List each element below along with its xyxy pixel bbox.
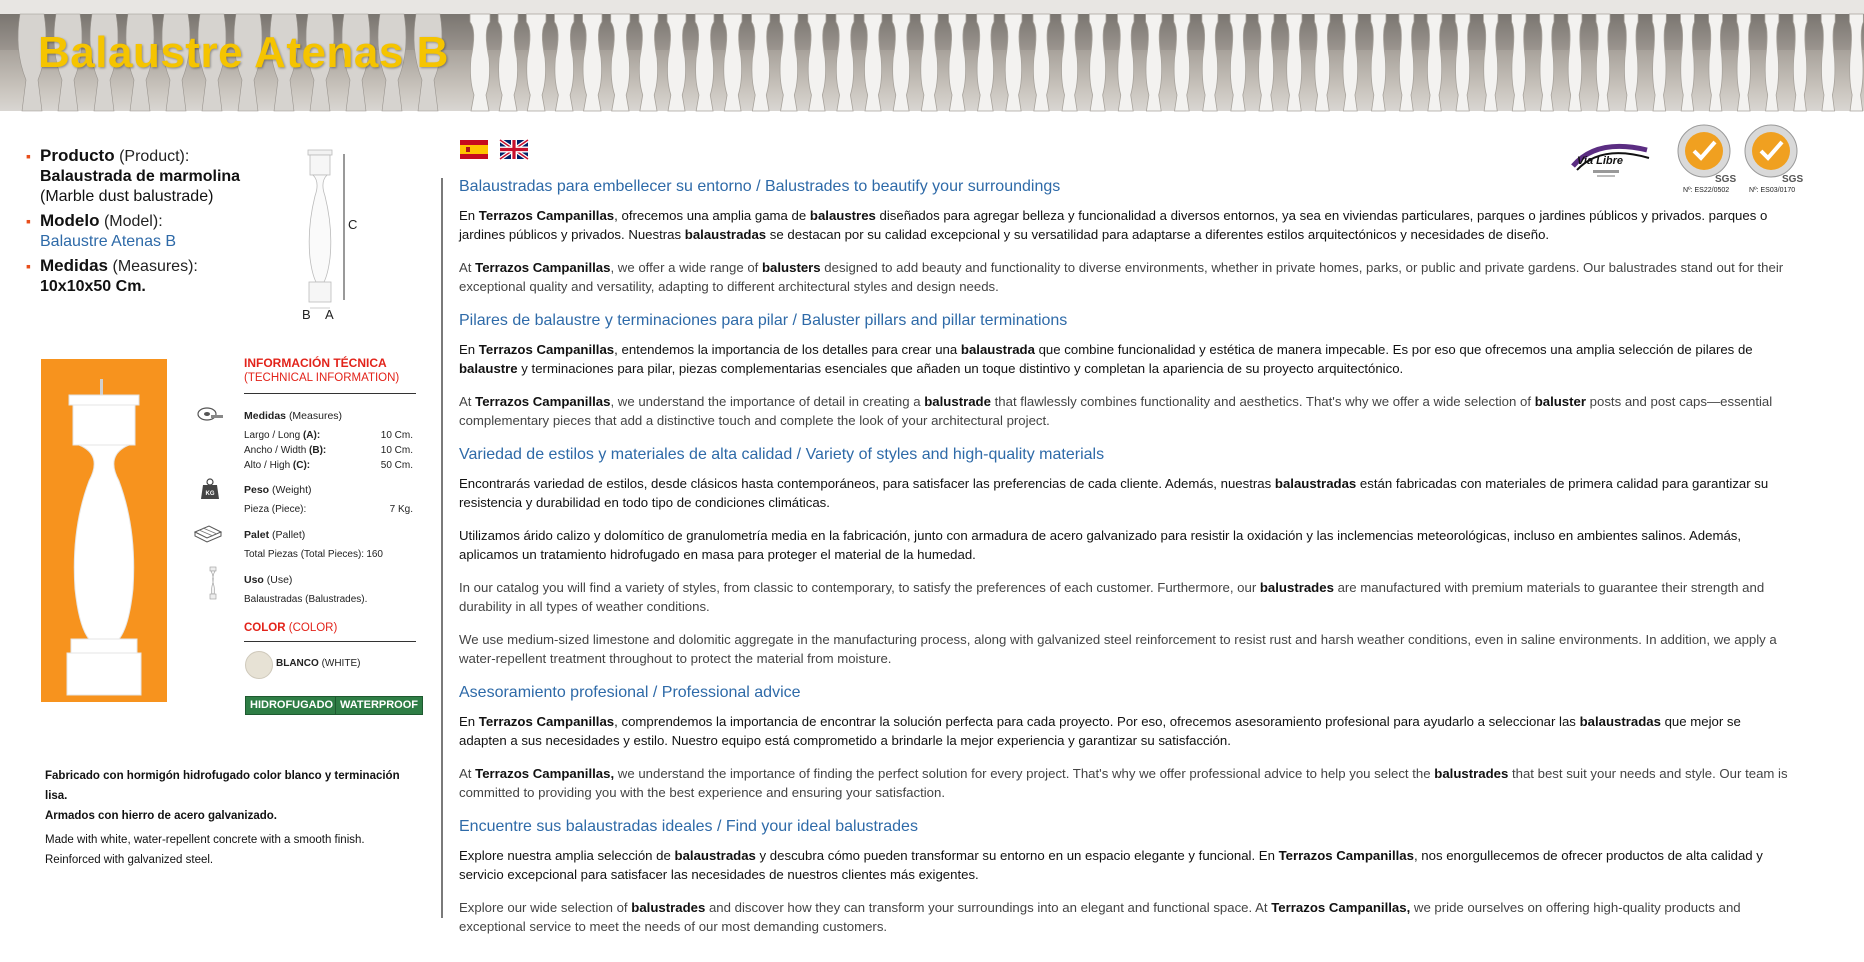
baluster-shape xyxy=(892,14,910,111)
use-row xyxy=(244,574,292,586)
page-title: Balaustre Atenas B xyxy=(38,28,449,77)
uk-flag-icon[interactable] xyxy=(500,140,528,159)
baluster-shape xyxy=(1286,14,1302,111)
baluster-shape xyxy=(1202,14,1218,111)
spec-measures-label-en: (Measures): xyxy=(112,258,198,275)
baluster-shape xyxy=(864,14,882,111)
paragraph-es: Encontrarás variedad de estilos, desde clásicos hasta contemporáneos, para satisfacer las preferencias de cada cliente. Además, nuestras balaustradas están fabricadas con materiales de primera calidad para garantizar su resistencia y durabilidad en todo tipo de condiciones climáticas. xyxy=(459,476,1769,510)
width-label: Ancho / Width xyxy=(244,445,307,456)
baluster-shape xyxy=(1315,14,1331,111)
baluster-shape xyxy=(526,14,546,111)
total-pieces-label: Total Piezas (Total Pieces): xyxy=(244,549,365,560)
paragraph-es: En Terrazos Campanillas, ofrecemos una amplia gama de balaustres diseñados para agregar belleza y funcionalidad a diversos entornos, ya sea en viviendas particulares, parques o jardines públicos y privados. parques o jardines públicos y privados. Nuestras balaustradas se destacan por su calidad excepcional y su versatilidad para adaptarse a diferentes estilos arquitectónicos y necesidades de diseño. xyxy=(459,208,1768,242)
spec-model-value: Balaustre Atenas B xyxy=(40,233,177,250)
paragraph-es: En Terrazos Campanillas, comprendemos la importancia de encontrar la solución perfecta para cada proyecto. Por eso, ofrecemos asesoramiento profesional para ayudarlo a seleccionar las balaustradas que mejor se adapten a sus necesidades y estilo. Nuestro equipo está comprometido a brindarle la mejor experiencia y garantizar su satisfacción. xyxy=(459,714,1741,748)
baluster-shape xyxy=(1680,14,1694,111)
baluster-shape xyxy=(1793,14,1807,111)
baluster-shape xyxy=(1230,14,1246,111)
bullet-icon: ▪ xyxy=(26,258,31,274)
baluster-shape xyxy=(1146,14,1162,111)
baluster-dimension-drawing xyxy=(296,148,360,318)
section-heading: Variedad de estilos y materiales de alta calidad / Variety of styles and high-quality materials xyxy=(459,446,1105,463)
measures-row xyxy=(244,410,342,422)
weight-label-en: (Weight) xyxy=(272,484,312,496)
baluster-shape xyxy=(639,14,658,111)
section-pillars xyxy=(459,310,1789,430)
badge-hidrofugado: HIDROFUGADO xyxy=(245,696,338,715)
section-find xyxy=(459,816,1789,936)
note-es-line1: Fabricado con hormigón hidrofugado color blanco y terminación lisa. xyxy=(45,770,400,802)
spec-product-value: Balaustrada de marmolina xyxy=(40,168,241,185)
product-photo xyxy=(41,359,167,702)
cert-number-2: Nº: ES03/0170 xyxy=(1749,187,1796,194)
spec-model xyxy=(26,211,266,252)
section-heading: Asesoramiento profesional / Professional advice xyxy=(459,684,801,701)
spec-measures-value: 10x10x50 Cm. xyxy=(40,278,146,295)
spec-measures xyxy=(26,256,266,297)
baluster-shape xyxy=(949,14,966,111)
height-line xyxy=(244,460,310,471)
bullet-icon: ▪ xyxy=(26,213,31,229)
paragraph-en: At Terrazos Campanillas, we offer a wide range of balusters designed to add beauty and functionality to diverse environments, whether in private homes, parks, or public and private gardens. Our balustrades stand out for their exceptional quality and versatility, adapting to different architectural styles and design needs. xyxy=(459,260,1784,294)
length-label: Largo / Long xyxy=(244,430,301,441)
paragraph-es-2: Utilizamos árido calizo y dolomítico de granulometría media en la fabricación, junto con armadura de acero galvanizado para resistir la oxidación y las inclemencias meteorológicas, incluso en ambientes salinos. Además, aplicamos un tratamiento hidrofugado en masa para proteger el material de la humedad. xyxy=(459,528,1742,562)
header-banner xyxy=(0,0,1864,111)
baluster-shape xyxy=(611,14,630,111)
length-key: (A): xyxy=(302,430,321,441)
weight-label: Peso xyxy=(244,484,270,496)
sgs-text: SGS xyxy=(1715,174,1737,185)
via-libre-text: Via Libre xyxy=(1577,155,1624,167)
baluster-shape xyxy=(1343,14,1358,111)
tech-title-es: INFORMACIÓN TÉCNICA xyxy=(244,356,387,370)
dimension-a-label: A xyxy=(325,307,334,322)
paragraph-en-2: We use medium-sized limestone and dolomitic aggregate in the manufacturing process, along with galvanized steel reinforcement to resist rust and harsh weather conditions, even in saline environments. In addition, we apply a water-repellent treatment throughout to protect the material from moisture. xyxy=(459,632,1777,666)
baluster-shape xyxy=(977,14,994,111)
length-value: 10 Cm. xyxy=(380,430,413,441)
baluster-shape xyxy=(1596,14,1610,111)
baluster-shape xyxy=(1033,14,1050,111)
baluster-shape xyxy=(695,14,714,111)
sgs-text: SGS xyxy=(1782,174,1804,185)
spanish-flag-icon[interactable] xyxy=(460,140,488,159)
baluster-shape xyxy=(498,14,518,111)
note-es-line2: Armados con hierro de acero galvanizado. xyxy=(45,810,277,822)
color-name xyxy=(276,658,360,669)
cert-number-1: Nº: ES22/0502 xyxy=(1683,187,1730,194)
height-key: (C): xyxy=(292,460,311,471)
color-name-en: (WHITE) xyxy=(321,658,361,669)
color-title xyxy=(244,622,337,634)
spec-product-label: Producto xyxy=(40,146,115,165)
measures-label-en: (Measures) xyxy=(288,410,343,422)
baluster-shape xyxy=(836,14,854,111)
weight-row xyxy=(244,484,312,496)
weight-icon-text: KG xyxy=(205,491,215,497)
spec-list xyxy=(26,146,266,301)
baluster-shape xyxy=(667,14,686,111)
paragraph-en: At Terrazos Campanillas, we understand the importance of finding the perfect solution for every project. That's why we offer professional advice to help you select the balustrades that best suit your needs and style. Our team is committed to providing you with the best experience and ensuring your satisfaction. xyxy=(459,766,1788,800)
use-label: Uso xyxy=(244,574,264,586)
dimension-b-label: B xyxy=(302,307,311,322)
paragraph-en: At Terrazos Campanillas, we understand the importance of detail in creating a balustrade that flawlessly combines functionality and aesthetics. That's why we offer a wide selection of baluster posts and post caps—essential complementary pieces that add a distinctive touch and complete the look of your architectural project. xyxy=(459,394,1773,428)
baluster-shape xyxy=(470,14,490,111)
divider xyxy=(244,393,416,394)
paragraph-en: Explore our wide selection of balustrades and discover how they can transform your surroundings into an elegant and functional space. At Terrazos Campanillas, we pride ourselves on offering high-quality products and exceptional service to meet the needs of our most demanding customers. xyxy=(459,900,1741,934)
paragraph-es: En Terrazos Campanillas, entendemos la importancia de los detalles para crear una balaustrada que combine funcionalidad y estética de manera impecable. Es por eso que ofrecemos una amplia selección de pilares de balaustre y terminaciones para pilar, piezas complementarias esenciales que añaden un toque distintivo y completan la apariencia de su proyecto arquitectónico. xyxy=(459,342,1753,376)
section-embellish xyxy=(459,176,1789,296)
baluster-shape xyxy=(1821,14,1835,111)
section-advice xyxy=(459,682,1789,802)
baluster-shape xyxy=(1624,14,1638,111)
length-line xyxy=(244,430,320,441)
divider xyxy=(244,641,416,642)
baluster-shape xyxy=(723,14,742,111)
piece-label: Pieza (Piece): xyxy=(244,504,307,515)
baluster-shape xyxy=(1427,14,1442,111)
baluster-shape xyxy=(808,14,826,111)
baluster-shape xyxy=(1568,14,1582,111)
tech-title-en: (TECHNICAL INFORMATION) xyxy=(244,372,400,384)
baluster-shape xyxy=(1258,14,1274,111)
spec-model-label-en: (Model): xyxy=(103,213,163,230)
baluster-shape xyxy=(780,14,798,111)
note-en-line2: Reinforced with galvanized steel. xyxy=(45,854,214,866)
baluster-use-icon xyxy=(209,566,217,600)
baluster-shape xyxy=(1512,14,1526,111)
baluster-shape xyxy=(1652,14,1666,111)
baluster-shape xyxy=(1709,14,1723,111)
color-title-es: COLOR xyxy=(244,622,286,634)
vertical-divider xyxy=(441,178,443,918)
paragraph-es: Explore nuestra amplia selección de balaustradas y descubra cómo pueden transformar su entorno en un espacio elegante y funcional. En Terrazos Campanillas, nos enorgullecemos de ofrecer productos de alta calidad y servicio excepcional para satisfacer las necesidades de nuestros clientes más exigentes. xyxy=(459,848,1763,882)
baluster-shape xyxy=(1061,14,1078,111)
baluster-shape xyxy=(1540,14,1554,111)
use-value: Balaustradas (Balustrades). xyxy=(244,594,368,605)
badge-waterproof: WATERPROOF xyxy=(335,696,423,715)
baluster-shape xyxy=(752,14,771,111)
main-content xyxy=(459,176,1789,950)
baluster-shape xyxy=(1005,14,1022,111)
section-heading: Pilares de balaustre y terminaciones para pilar / Baluster pillars and pillar terminations xyxy=(459,312,1068,329)
baluster-shape xyxy=(583,14,602,111)
width-key: (B): xyxy=(309,445,327,456)
spec-product-value-en: (Marble dust balustrade) xyxy=(40,188,214,205)
pallet-label-en: (Pallet) xyxy=(272,529,306,541)
baluster-shape xyxy=(1399,14,1414,111)
piece-value: 7 Kg. xyxy=(389,504,413,515)
baluster-shape xyxy=(1765,14,1779,111)
tech-title xyxy=(244,356,399,386)
baluster-shape xyxy=(554,14,574,111)
section-heading: Balaustradas para embellecer su entorno / Balustrades to beautify your surroundings xyxy=(459,178,1061,195)
baluster-shape xyxy=(1737,14,1751,111)
spec-product-label-en: (Product): xyxy=(119,148,190,165)
spec-model-label: Modelo xyxy=(40,211,100,230)
baluster-shape xyxy=(920,14,938,111)
use-label-en: (Use) xyxy=(266,574,293,586)
spec-measures-label: Medidas xyxy=(40,256,109,275)
pallet-icon xyxy=(193,524,223,544)
baluster-shape xyxy=(1089,14,1106,111)
color-title-en: (COLOR) xyxy=(288,622,338,634)
baluster-shape xyxy=(1483,14,1498,111)
spec-product xyxy=(26,146,266,207)
dimension-c-label: C xyxy=(348,217,358,232)
pallet-row xyxy=(244,529,305,541)
baluster-shape xyxy=(1455,14,1470,111)
baluster-image xyxy=(41,359,167,702)
paragraph-en: In our catalog you will find a variety of styles, from classic to contemporary, to satisfy the preferences of each customer. Furthermore, our balustrades are manufactured with premium materials to guarantee their strength and durability in all types of weather conditions. xyxy=(459,580,1765,614)
pallet-label: Palet xyxy=(244,529,270,541)
baluster-shape xyxy=(1174,14,1190,111)
section-variety xyxy=(459,444,1789,668)
total-pieces-value: 160 xyxy=(366,549,383,560)
color-name-es: BLANCO xyxy=(276,658,319,669)
baluster-shape xyxy=(1117,14,1134,111)
section-heading: Encuentre sus balaustradas ideales / Find your ideal balustrades xyxy=(459,818,918,835)
width-value: 10 Cm. xyxy=(380,445,413,456)
note-en-line1: Made with white, water-repellent concrete with a smooth finish. xyxy=(45,834,365,846)
height-value: 50 Cm. xyxy=(380,460,413,471)
bullet-icon: ▪ xyxy=(26,148,31,164)
weight-icon xyxy=(201,478,219,500)
measures-label: Medidas xyxy=(244,410,287,422)
baluster-shape xyxy=(1849,14,1863,111)
width-line xyxy=(244,445,326,456)
baluster-shape xyxy=(1371,14,1386,111)
manufacturing-notes xyxy=(45,766,425,870)
tape-measure-icon xyxy=(195,406,225,422)
color-swatch xyxy=(245,651,273,679)
height-label: Alto / High xyxy=(244,460,291,471)
